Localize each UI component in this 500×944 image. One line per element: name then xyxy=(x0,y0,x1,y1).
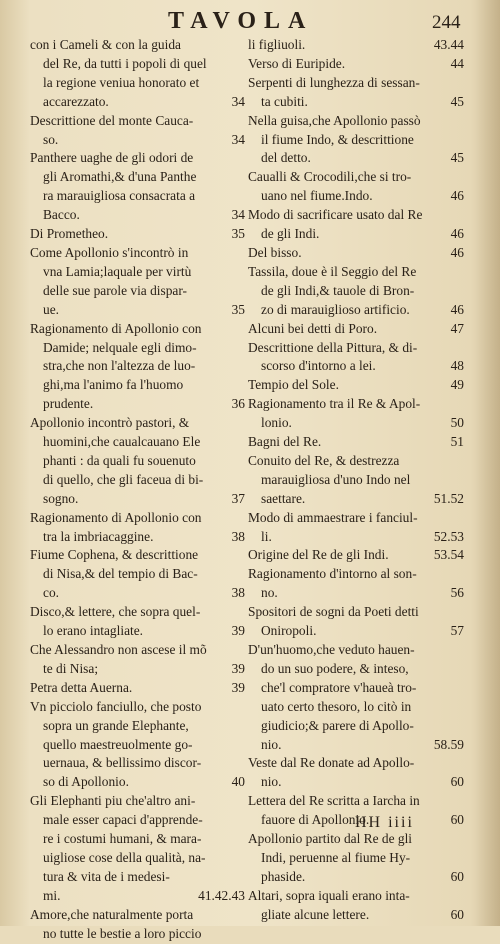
entry-line: Amore,che naturalmente porta xyxy=(30,906,194,922)
page-title: TAVOLA xyxy=(168,8,314,34)
entry-line: de gli Indi,& tauole di Bron- xyxy=(261,282,415,298)
entry-line: Che Alessandro non ascese il mõ xyxy=(30,642,207,657)
entry-line: Bacco. xyxy=(43,207,80,223)
entry-line: uigliose cose della qualità, na- xyxy=(43,849,206,865)
entry-page-ref: 46 xyxy=(450,301,464,317)
entry-line: delle sue parole via dispar- xyxy=(43,282,187,298)
entry-line: tra la imbriacaggine. xyxy=(43,528,154,544)
entry-page-ref: 39 xyxy=(231,623,245,639)
index-entry xyxy=(248,112,464,169)
entry-line: Indi, peruenne al fiume Hy- xyxy=(261,849,411,865)
entry-page-ref: 60 xyxy=(450,906,464,922)
entry-line: ue. xyxy=(43,301,59,317)
entry-line: Ragionamento di Apollonio con xyxy=(30,320,202,336)
index-entry xyxy=(30,641,245,679)
index-entry xyxy=(248,754,464,792)
entry-line: no. xyxy=(261,585,278,601)
index-entry xyxy=(248,36,464,55)
entry-line: lo erano intagliate. xyxy=(43,623,144,639)
index-entry xyxy=(30,906,245,944)
index-entry xyxy=(248,168,464,206)
index-entry xyxy=(248,433,464,452)
entry-line: de gli Indi. xyxy=(261,226,320,242)
entry-page-ref: 38 xyxy=(231,528,245,544)
entry-line: Ragionamento d'intorno al son- xyxy=(248,566,417,582)
entry-line: Origine del Re de gli Indi. xyxy=(248,547,389,563)
entry-line: la regione veniua honorato et xyxy=(43,74,200,90)
entry-line: Damide; nelquale egli dimo- xyxy=(43,339,197,355)
entry-line: do un suo podere, & inteso, xyxy=(261,660,409,676)
index-entry xyxy=(30,792,245,905)
entry-line: Disco,& lettere, che sopra quel- xyxy=(30,604,201,620)
entry-line: il fiume Indo, & descrittione xyxy=(261,131,414,147)
running-header xyxy=(0,6,500,36)
index-entry xyxy=(248,887,464,925)
entry-line: Come Apollonio s'incontrò in xyxy=(30,244,189,260)
entry-line: Del bisso. xyxy=(248,244,302,260)
entry-line: saettare. xyxy=(261,490,306,506)
entry-line: Petra detta Auerna. xyxy=(30,679,133,695)
entry-page-ref: 53.54 xyxy=(433,547,464,563)
entry-line: ra marauigliosa consacrata a xyxy=(43,188,196,204)
index-entry xyxy=(248,55,464,74)
entry-page-ref: 56 xyxy=(450,585,464,601)
entry-line: phaside. xyxy=(261,868,306,884)
entry-page-ref: 52.53 xyxy=(433,528,464,544)
index-entry xyxy=(248,641,464,754)
entry-line: Altari, sopra iquali erano inta- xyxy=(248,887,410,903)
entry-line: phanti : da quali fu souenuto xyxy=(43,452,196,468)
index-entry xyxy=(30,244,245,320)
index-entry xyxy=(30,698,245,793)
entry-line: so. xyxy=(43,131,59,147)
entry-line: Descrittione della Pittura, & di- xyxy=(248,339,418,355)
entry-page-ref: 49 xyxy=(450,377,464,393)
index-entry xyxy=(30,36,245,112)
entry-line: Bagni del Re. xyxy=(248,434,322,450)
entry-page-ref: 34 xyxy=(231,93,245,109)
entry-line: Tassila, doue è il Seggio del Re xyxy=(248,263,417,279)
entry-page-ref: 46 xyxy=(450,226,464,242)
entry-page-ref: 58.59 xyxy=(433,736,464,752)
index-column-right xyxy=(248,36,464,925)
entry-page-ref: 46 xyxy=(450,244,464,260)
entry-line: li. xyxy=(261,528,272,544)
entry-line: quello maestreuolmente go- xyxy=(43,736,193,752)
entry-line: Serpenti di lunghezza di sessan- xyxy=(248,74,420,90)
entry-line: di Nisa,& del tempio di Bac- xyxy=(43,566,198,582)
entry-line: che'l compratore v'haueà tro- xyxy=(261,679,417,695)
entry-line: ghi,ma l'animo fa l'huomo xyxy=(43,377,184,393)
entry-line: nio. xyxy=(261,774,282,790)
entry-line: Di Prometheo. xyxy=(30,226,109,242)
entry-line: del Re, da tutti i popoli di quel xyxy=(43,55,207,71)
entry-page-ref: 34 xyxy=(231,207,245,223)
entry-line: Verso di Euripide. xyxy=(248,55,346,71)
entry-page-ref: 43.44 xyxy=(433,37,464,52)
index-entry xyxy=(248,376,464,395)
entry-line: stra,che non l'altezza de luo- xyxy=(43,358,196,374)
index-entry xyxy=(248,206,464,244)
index-entry xyxy=(248,509,464,547)
entry-page-ref: 57 xyxy=(450,623,464,639)
entry-line: Lettera del Re scritta a Iarcha in xyxy=(248,793,420,809)
entry-page-ref: 46 xyxy=(450,188,464,204)
entry-line: vna Lamia;laquale per virtù xyxy=(43,263,192,279)
entry-line: zo di marauiglioso artificio. xyxy=(261,301,410,317)
entry-page-ref: 44 xyxy=(450,55,464,71)
entry-line: uano nel fiume.Indo. xyxy=(261,188,373,204)
entry-line: nio. xyxy=(261,736,282,752)
index-entry xyxy=(248,263,464,320)
entry-page-ref: 47 xyxy=(450,320,464,336)
index-column-left xyxy=(30,36,245,944)
entry-line: Oniropoli. xyxy=(261,623,317,639)
entry-line: li figliuoli. xyxy=(248,37,306,52)
entry-page-ref: 51.52 xyxy=(433,490,464,506)
index-entry xyxy=(30,603,245,641)
entry-line: Apollonio incontrò pastori, & xyxy=(30,415,190,431)
index-entry xyxy=(248,244,464,263)
entry-line: Fiume Cophena, & descrittione xyxy=(30,547,199,563)
entry-line: no tutte le bestie a loro piccio xyxy=(43,925,202,941)
entry-line: re i costumi humani, & mara- xyxy=(43,831,202,847)
index-entry xyxy=(30,679,245,698)
entry-line: Gli Elephanti piu che'altro ani- xyxy=(30,793,196,809)
entry-line: Caualli & Crocodili,che si tro- xyxy=(248,169,412,185)
entry-page-ref: 60 xyxy=(450,774,464,790)
entry-line: giudicio;& parere di Apollo- xyxy=(261,717,414,733)
entry-line: mi. xyxy=(43,887,61,903)
entry-page-ref: 45 xyxy=(450,93,464,109)
entry-line: Apollonio partito dal Re de gli xyxy=(248,831,413,847)
entry-line: lonio. xyxy=(261,415,292,431)
entry-line: scorso d'intorno a lei. xyxy=(261,358,376,374)
index-entry xyxy=(248,603,464,641)
entry-page-ref: 45 xyxy=(450,150,464,166)
entry-line: Veste dal Re donate ad Apollo- xyxy=(248,755,415,771)
index-entry xyxy=(248,830,464,887)
entry-page-ref: 51 xyxy=(450,434,464,450)
index-entry xyxy=(30,112,245,150)
entry-page-ref: 50 xyxy=(450,415,464,431)
entry-line: tura & vita de i medesi- xyxy=(43,868,170,884)
index-entry xyxy=(248,339,464,377)
entry-line: Alcuni bei detti di Poro. xyxy=(248,320,378,336)
entry-line: gliate alcune lettere. xyxy=(261,906,370,922)
page-edge-shadow xyxy=(470,0,500,926)
index-entry xyxy=(30,509,245,547)
entry-line: Ragionamento tra il Re & Apol- xyxy=(248,396,421,412)
index-entry xyxy=(248,452,464,509)
entry-line: Spositori de sogni da Poeti detti xyxy=(248,604,419,620)
entry-line: gli Aromathi,& d'una Panthe xyxy=(43,169,197,185)
page-number: 244 xyxy=(432,12,461,33)
entry-line: accarezzato. xyxy=(43,93,109,109)
entry-page-ref: 38 xyxy=(231,585,245,601)
entry-line: ta cubiti. xyxy=(261,93,308,109)
index-entry xyxy=(30,414,245,509)
entry-line: Modo di sacrificare usato dal Re xyxy=(248,207,423,223)
entry-page-ref: 40 xyxy=(231,774,245,790)
entry-line: Vn picciolo fanciullo, che posto xyxy=(30,698,202,714)
index-entry xyxy=(30,149,245,225)
entry-line: Conuito del Re, & destrezza xyxy=(248,452,400,468)
entry-line: co. xyxy=(43,585,59,601)
entry-line: huomini,che caualcauano Ele xyxy=(43,434,201,450)
entry-line: male esser capaci d'apprende- xyxy=(43,812,203,828)
entry-line: Ragionamento di Apollonio con xyxy=(30,509,202,525)
entry-line: Descrittione del monte Cauca- xyxy=(30,112,194,128)
entry-page-ref: 34 xyxy=(231,131,245,147)
entry-line: marauigliosa d'uno Indo nel xyxy=(261,471,411,487)
signature-mark: HH iiii xyxy=(355,814,414,831)
entry-page-ref: 60 xyxy=(450,868,464,884)
entry-page-ref: 35 xyxy=(231,226,245,242)
index-entry xyxy=(30,546,245,603)
entry-line: Tempio del Sole. xyxy=(248,377,339,393)
entry-page-ref: 36 xyxy=(231,396,245,412)
entry-line: di quello, che gli faceua di bi- xyxy=(43,471,204,487)
index-entry xyxy=(30,320,245,415)
entry-line: fauore di Apollonio. xyxy=(261,812,370,828)
entry-line: te di Nisa; xyxy=(43,660,99,676)
entry-page-ref: 48 xyxy=(450,358,464,374)
entry-page-ref: 35 xyxy=(231,301,245,317)
entry-line: sogno. xyxy=(43,490,79,506)
index-entry xyxy=(30,225,245,244)
index-entry xyxy=(248,565,464,603)
entry-page-ref: 41.42.43 xyxy=(198,887,245,903)
entry-line: del detto. xyxy=(261,150,311,166)
index-entry xyxy=(248,74,464,112)
entry-line: so di Apollonio. xyxy=(43,774,129,790)
entry-page-ref: 39 xyxy=(231,660,245,676)
entry-line: Nella guisa,che Apollonio passò xyxy=(248,112,421,128)
entry-line: prudente. xyxy=(43,396,94,412)
index-entry xyxy=(248,395,464,433)
entry-line: Modo di ammaestrare i fanciul- xyxy=(248,509,418,525)
index-entry xyxy=(248,320,464,339)
entry-page-ref: 37 xyxy=(231,490,245,506)
entry-page-ref: 39 xyxy=(231,679,245,695)
entry-line: Panthere uaghe de gli odori de xyxy=(30,150,194,166)
entry-line: uernaua, & bellissimo discor- xyxy=(43,755,202,771)
index-entry xyxy=(248,546,464,565)
entry-line: con i Cameli & con la guida xyxy=(30,37,181,52)
entry-line: sopra un grande Elephante, xyxy=(43,717,189,733)
entry-line: D'un'huomo,che veduto hauen- xyxy=(248,642,415,657)
entry-line: uato certo thesoro, lo citò in xyxy=(261,698,412,714)
entry-page-ref: 60 xyxy=(450,812,464,828)
